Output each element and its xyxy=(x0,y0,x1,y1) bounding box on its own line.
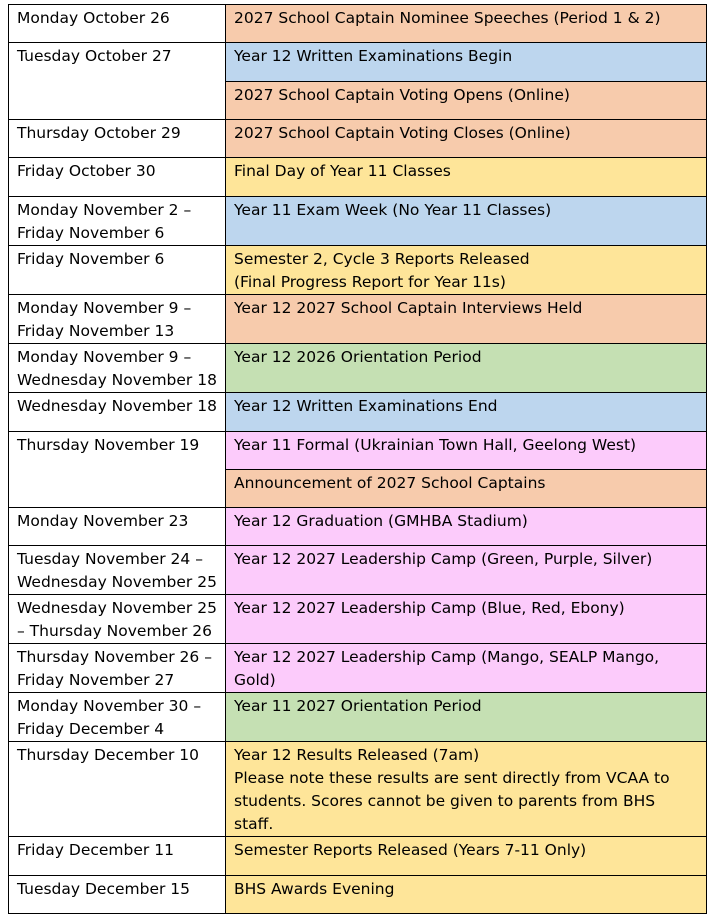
event-cell: Year 12 2027 Leadership Camp (Blue, Red, Ebony) xyxy=(226,595,707,644)
event-cell: Year 12 Written Examinations Begin xyxy=(226,43,707,82)
schedule-table xyxy=(8,4,707,914)
date-cell: Friday October 30 xyxy=(9,158,226,197)
table-row xyxy=(9,837,707,876)
event-cell: Year 11 2027 Orientation Period xyxy=(226,693,707,742)
table-row xyxy=(9,595,707,644)
event-cell: Year 12 2027 Leadership Camp (Green, Purple, Silver) xyxy=(226,546,707,595)
date-cell: Tuesday December 15 xyxy=(9,876,226,914)
event-cell: Year 11 Exam Week (No Year 11 Classes) xyxy=(226,197,707,246)
table-row xyxy=(9,432,707,470)
table-row xyxy=(9,742,707,837)
date-cell: Monday November 2 – Friday November 6 xyxy=(9,197,226,246)
date-cell: Wednesday November 18 xyxy=(9,393,226,432)
event-cell: BHS Awards Evening xyxy=(226,876,707,914)
table-row xyxy=(9,246,707,295)
table-row xyxy=(9,43,707,82)
date-cell: Thursday November 26 – Friday November 27 xyxy=(9,644,226,693)
event-cell: Semester 2, Cycle 3 Reports Released (Final Progress Report for Year 11s) xyxy=(226,246,707,295)
event-cell: Year 12 Results Released (7am) Please note these results are sent directly from VCAA to students. Scores cannot be given to parents from BHS staff. xyxy=(226,742,707,837)
date-cell: Monday November 9 – Wednesday November 18 xyxy=(9,344,226,393)
event-cell: Final Day of Year 11 Classes xyxy=(226,158,707,197)
table-row xyxy=(9,693,707,742)
event-cell: Year 11 Formal (Ukrainian Town Hall, Geelong West) xyxy=(226,432,707,470)
date-cell: Wednesday November 25 – Thursday November 26 xyxy=(9,595,226,644)
date-cell: Monday October 26 xyxy=(9,5,226,43)
table-row xyxy=(9,644,707,693)
date-cell: Friday November 6 xyxy=(9,246,226,295)
event-cell: Year 12 2027 Leadership Camp (Mango, SEALP Mango, Gold) xyxy=(226,644,707,693)
event-cell: Year 12 2026 Orientation Period xyxy=(226,344,707,393)
date-cell: Monday November 9 – Friday November 13 xyxy=(9,295,226,344)
event-cell: 2027 School Captain Nominee Speeches (Period 1 & 2) xyxy=(226,5,707,43)
date-cell: Tuesday November 24 – Wednesday November 25 xyxy=(9,546,226,595)
date-cell: Monday November 23 xyxy=(9,508,226,546)
table-row xyxy=(9,344,707,393)
date-cell: Tuesday October 27 xyxy=(9,43,226,120)
table-row xyxy=(9,546,707,595)
table-row xyxy=(9,393,707,432)
date-cell: Thursday October 29 xyxy=(9,120,226,158)
event-cell: Announcement of 2027 School Captains xyxy=(226,470,707,508)
date-cell: Thursday November 19 xyxy=(9,432,226,508)
event-cell: Year 12 Written Examinations End xyxy=(226,393,707,432)
event-cell: Year 12 2027 School Captain Interviews Held xyxy=(226,295,707,344)
event-cell: Semester Reports Released (Years 7-11 Only) xyxy=(226,837,707,876)
event-cell: 2027 School Captain Voting Opens (Online) xyxy=(226,82,707,120)
table-row xyxy=(9,295,707,344)
table-row xyxy=(9,508,707,546)
date-cell: Friday December 11 xyxy=(9,837,226,876)
event-cell: 2027 School Captain Voting Closes (Online) xyxy=(226,120,707,158)
table-row xyxy=(9,876,707,914)
table-row xyxy=(9,197,707,246)
event-cell: Year 12 Graduation (GMHBA Stadium) xyxy=(226,508,707,546)
table-row xyxy=(9,5,707,43)
date-cell: Thursday December 10 xyxy=(9,742,226,837)
date-cell: Monday November 30 – Friday December 4 xyxy=(9,693,226,742)
table-row xyxy=(9,120,707,158)
schedule-body xyxy=(9,5,707,914)
table-row xyxy=(9,158,707,197)
